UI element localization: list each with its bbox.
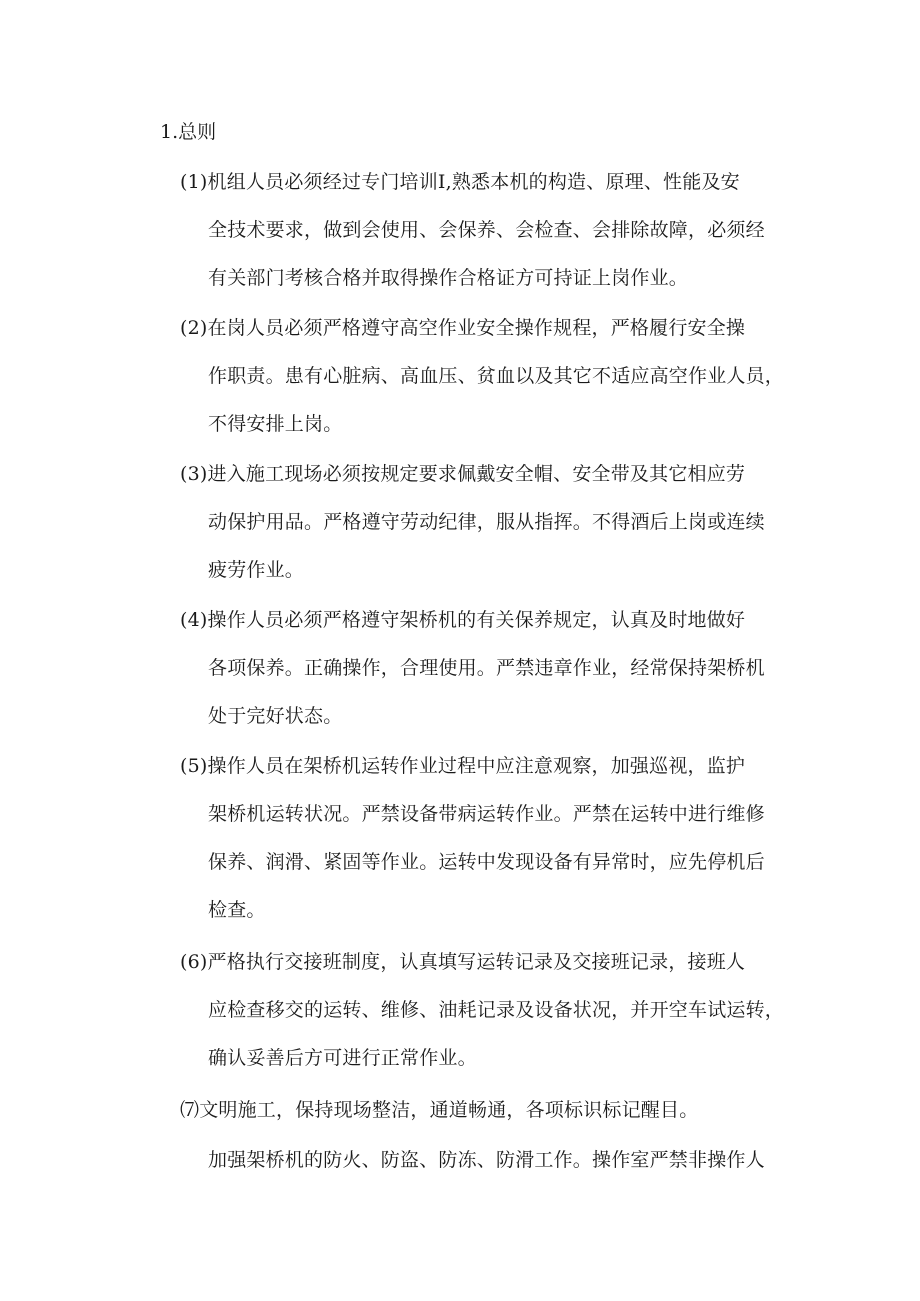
item-5-line-1: (5)操作人员在架桥机运转作业过程中应注意观察，加强巡视，监护: [180, 755, 746, 777]
item-5-line-3: 保养、润滑、紧固等作业。运转中发现设备有异常时，应先停机后: [208, 851, 765, 873]
item-3-line-1: (3)进入施工现场必须按规定要求佩戴安全帽、安全带及其它相应劳: [180, 463, 746, 485]
item-3-line-3: 疲劳作业。: [208, 559, 305, 581]
item-7-line-1: ⑺文明施工，保持现场整洁，通道畅通，各项标识标记醒目。: [180, 1099, 699, 1121]
item-3-line-2: 动保护用品。严格遵守劳动纪律，服从指挥。不得酒后上岗或连续: [208, 511, 765, 533]
item-6-line-2: 应检查移交的运转、维修、油耗记录及设备状况，并开空车试运转，: [208, 999, 785, 1021]
item-6-line-3: 确认妥善后方可进行正常作业。: [208, 1047, 477, 1069]
item-4-line-2: 各项保养。正确操作，合理使用。严禁违章作业，经常保持架桥机: [208, 657, 765, 679]
item-2-line-2: 作职责。患有心脏病、高血压、贫血以及其它不适应高空作业人员，: [208, 365, 785, 387]
item-5-line-4: 检查。: [208, 899, 266, 921]
item-2-line-1: (2)在岗人员必须严格遵守高空作业安全操作规程，严格履行安全操: [180, 317, 746, 339]
item-1-line-3: 有关部门考核合格并取得操作合格证方可持证上岗作业。: [208, 267, 689, 289]
item-1-line-1: (1)机组人员必须经过专门培训I,熟悉本机的构造、原理、性能及安: [180, 171, 740, 193]
item-2-line-3: 不得安排上岗。: [208, 413, 343, 435]
item-4-line-1: (4)操作人员必须严格遵守架桥机的有关保养规定，认真及时地做好: [180, 609, 746, 631]
section-title: 1.总则: [160, 121, 217, 143]
item-5-line-2: 架桥机运转状况。严禁设备带病运转作业。严禁在运转中进行维修: [208, 803, 765, 825]
item-4-line-3: 处于完好状态。: [208, 705, 343, 727]
item-1-line-2: 全技术要求，做到会使用、会保养、会检查、会排除故障，必须经: [208, 219, 765, 241]
item-7-line-2: 加强架桥机的防火、防盗、防冻、防滑工作。操作室严禁非操作人: [208, 1149, 765, 1171]
item-6-line-1: (6)严格执行交接班制度，认真填写运转记录及交接班记录，接班人: [180, 951, 746, 973]
